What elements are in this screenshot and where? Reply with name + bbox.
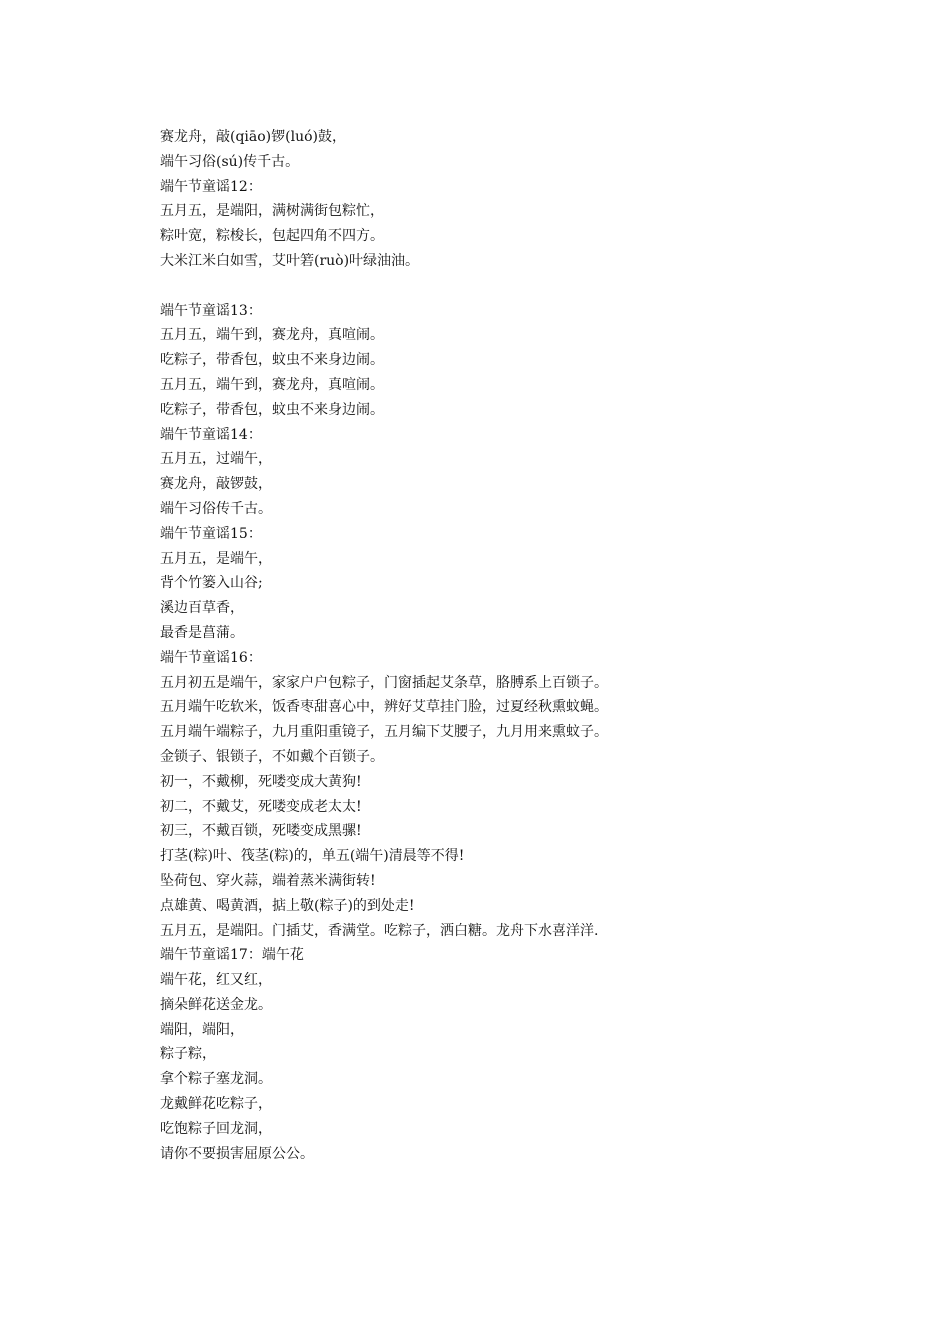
text-line: 赛龙舟，敲锣鼓， — [160, 476, 272, 493]
text-line: 吃粽子，带香包，蚊虫不来身边闹。 — [160, 352, 384, 369]
text-line: 龙戴鲜花吃粽子， — [160, 1096, 272, 1113]
text-line: 溪边百草香， — [160, 600, 244, 617]
text-line: 五月初五是端午，家家户户包粽子，门窗插起艾条草，胳膊系上百锁子。 — [160, 674, 608, 691]
text-line: 最香是菖蒲。 — [160, 624, 244, 641]
section-heading: 端午节童谣16： — [160, 649, 262, 666]
text-line: 初二，不戴艾，死喽变成老太太! — [160, 798, 362, 815]
text-line: 五月五，端午到，赛龙舟，真喧闹。 — [160, 327, 384, 344]
text-line: 初三，不戴百锁，死喽变成黑骡! — [160, 823, 362, 840]
section-heading: 端午节童谣14： — [160, 426, 262, 443]
text-line: 金锁子、银锁子，不如戴个百锁子。 — [160, 748, 384, 765]
text-line: 端阳，端阳， — [160, 1021, 244, 1038]
text-line: 五月五，是端阳。门插艾，香满堂。吃粽子，洒白糖。龙舟下水喜洋洋. — [160, 922, 599, 939]
text-line: 坠荷包、穿火蒜，端着蒸米满街转! — [160, 872, 376, 889]
text-line: 赛龙舟，敲(qiāo)锣(luó)鼓， — [160, 129, 346, 145]
text-line: 五月五，过端午， — [160, 451, 272, 468]
text-line: 吃饱粽子回龙洞， — [160, 1120, 272, 1137]
text-line: 五月端午吃软米，饭香枣甜喜心中，辨好艾草挂门脸，过夏经秋熏蚊蝇。 — [160, 699, 608, 716]
text-line: 请你不要损害屈原公公。 — [160, 1145, 314, 1162]
text-line: 五月五，是端阳，满树满街包粽忙， — [160, 203, 384, 220]
text-line: 大米江米白如雪，艾叶箬(ruò)叶绿油油。 — [160, 252, 420, 269]
section-heading: 端午节童谣13： — [160, 302, 262, 319]
text-line: 吃粽子，带香包，蚊虫不来身边闹。 — [160, 401, 384, 418]
text-line: 摘朵鲜花送金龙。 — [160, 996, 272, 1013]
text-line: 拿个粽子塞龙洞。 — [160, 1071, 272, 1088]
section-heading: 端午节童谣17：端午花 — [160, 947, 304, 964]
section-heading: 端午节童谣15： — [160, 525, 262, 542]
text-line: 五月端午端粽子，九月重阳重镜子，五月编下艾腰子，九月用来熏蚊子。 — [160, 724, 608, 741]
text-line: 打茎(粽)叶、筏茎(粽)的，单五(端午)清晨等不得! — [160, 848, 465, 865]
nursery-rhymes-text — [160, 125, 880, 1166]
text-line: 五月五，是端午， — [160, 550, 272, 567]
text-line: 粽子粽， — [160, 1046, 216, 1063]
text-line: 五月五，端午到，赛龙舟，真喧闹。 — [160, 376, 384, 393]
text-line: 初一，不戴柳，死喽变成大黄狗! — [160, 773, 362, 790]
blank-line — [160, 274, 880, 299]
section-heading: 端午节童谣12： — [160, 178, 262, 195]
text-line: 端午习俗(sú)传千古。 — [160, 153, 300, 170]
text-line: 点雄黄、喝黄酒，掂上敬(粽子)的到处走! — [160, 897, 415, 914]
text-line: 端午花，红又红， — [160, 972, 272, 989]
text-line: 背个竹篓入山谷; — [160, 575, 263, 592]
text-line: 端午习俗传千古。 — [160, 500, 272, 517]
text-line: 粽叶宽，粽梭长，包起四角不四方。 — [160, 228, 384, 245]
